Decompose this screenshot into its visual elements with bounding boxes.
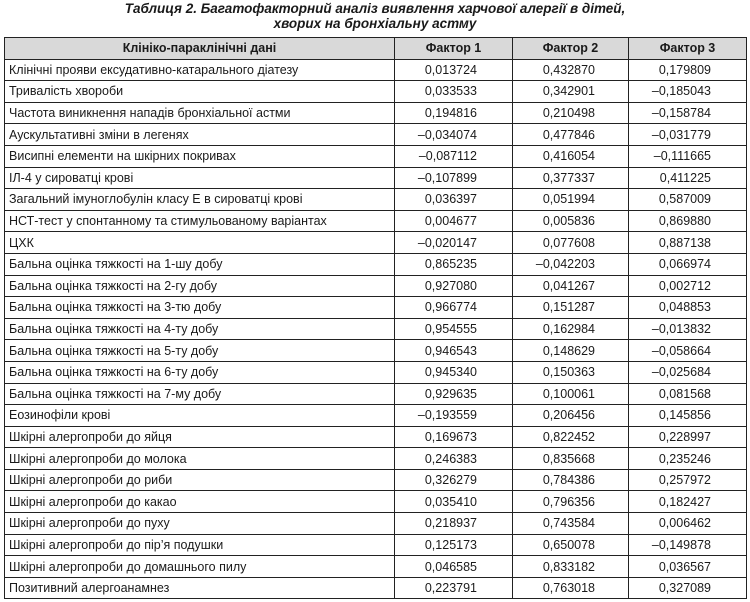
row-label: Шкірні алергопроби до пір’я подушки — [5, 534, 395, 556]
factor-value-text: 0,169673 — [424, 429, 477, 444]
factor-2-value — [513, 556, 629, 578]
factor-1-value — [395, 210, 513, 232]
factor-3-value — [629, 448, 747, 470]
factor-1-value — [395, 491, 513, 513]
factor-1-value — [395, 275, 513, 297]
table-row — [5, 405, 747, 427]
factor-1-value — [395, 469, 513, 491]
factor-3-value — [629, 534, 747, 556]
factor-3-value — [629, 556, 747, 578]
factor-value-text: –0,087112 — [418, 149, 477, 164]
factor-1-value — [395, 102, 513, 124]
table-row — [5, 577, 747, 599]
factor-value-text: –0,013832 — [651, 322, 711, 337]
factor-value-text: 0,145856 — [658, 408, 711, 423]
caption-line-2: хворих на бронхіальну астму — [273, 16, 477, 31]
factor-3-value — [629, 102, 747, 124]
table-row — [5, 59, 747, 81]
row-label: Еозинофіли крові — [5, 405, 395, 427]
table-row — [5, 232, 747, 254]
factor-value-text: 0,257972 — [658, 473, 711, 488]
table-row — [5, 145, 747, 167]
factor-2-value — [513, 340, 629, 362]
factor-1-value — [395, 189, 513, 211]
table-body — [5, 59, 747, 599]
factor-value-text: 0,235246 — [658, 451, 711, 466]
factor-3-value — [629, 253, 747, 275]
factor-value-text: –0,034074 — [417, 127, 477, 142]
table-row — [5, 426, 747, 448]
factor-2-value — [513, 145, 629, 167]
factor-value-text: 0,013724 — [424, 62, 477, 77]
factor-value-text: 0,151287 — [542, 300, 595, 315]
table-row — [5, 102, 747, 124]
factor-value-text: 0,210498 — [542, 106, 595, 121]
factor-value-text: 0,763018 — [542, 581, 595, 596]
row-label: ІЛ-4 у сироватці крові — [5, 167, 395, 189]
table-row — [5, 534, 747, 556]
factor-3-value — [629, 491, 747, 513]
factor-value-text: 0,477846 — [542, 127, 595, 142]
row-label: Бальна оцінка тяжкості на 7-му добу — [5, 383, 395, 405]
factor-value-text: 0,377337 — [542, 170, 595, 185]
factor-2-value — [513, 210, 629, 232]
factor-value-text: –0,025684 — [651, 365, 711, 380]
factor-value-text: 0,035410 — [424, 494, 477, 509]
factor-value-text: 0,179809 — [658, 62, 711, 77]
factor-value-text: 0,223791 — [424, 581, 477, 596]
table-row — [5, 297, 747, 319]
factor-2-value — [513, 232, 629, 254]
factor-2-value — [513, 275, 629, 297]
factor-1-value — [395, 297, 513, 319]
factor-value-text: 0,929635 — [424, 386, 477, 401]
factor-value-text: 0,066974 — [658, 257, 711, 272]
table-row — [5, 318, 747, 340]
factor-value-text: 0,945340 — [424, 365, 477, 380]
row-label: Шкірні алергопроби до молока — [5, 448, 395, 470]
factor-value-text: 0,148629 — [542, 343, 595, 358]
factor-value-text: 0,081568 — [658, 386, 711, 401]
factor-1-value — [395, 361, 513, 383]
factor-value-text: 0,650078 — [542, 537, 595, 552]
factor-value-text: 0,246383 — [424, 451, 477, 466]
factor-2-value — [513, 469, 629, 491]
factor-value-text: 0,033533 — [424, 84, 477, 99]
factor-value-text: 0,822452 — [542, 429, 595, 444]
factor-2-value — [513, 318, 629, 340]
factor-3-value — [629, 59, 747, 81]
factor-2-value — [513, 491, 629, 513]
table-row — [5, 491, 747, 513]
factor-3-value — [629, 383, 747, 405]
factor-value-text: 0,005836 — [542, 214, 595, 229]
factor-1-value — [395, 145, 513, 167]
factor-3-value — [629, 145, 747, 167]
factor-value-text: 0,927080 — [424, 278, 477, 293]
factor-2-value — [513, 297, 629, 319]
factor-value-text: 0,206456 — [542, 408, 595, 423]
factor-2-value — [513, 513, 629, 535]
row-label: Шкірні алергопроби до яйця — [5, 426, 395, 448]
factor-2-value — [513, 124, 629, 146]
factor-3-value — [629, 124, 747, 146]
factor-value-text: 0,150363 — [542, 365, 595, 380]
factor-3-value — [629, 297, 747, 319]
factor-value-text: –0,111665 — [653, 149, 711, 164]
factor-3-value — [629, 340, 747, 362]
factor-value-text: 0,077608 — [542, 235, 595, 250]
factor-value-text: 0,835668 — [542, 451, 595, 466]
factor-value-text: 0,125173 — [424, 537, 477, 552]
table-row — [5, 167, 747, 189]
table-caption — [0, 0, 750, 35]
factor-1-value — [395, 556, 513, 578]
factor-value-text: –0,058664 — [651, 343, 711, 358]
table-row — [5, 383, 747, 405]
factor-value-text: 0,182427 — [658, 494, 711, 509]
factor-value-text: 0,041267 — [542, 278, 595, 293]
table-row — [5, 189, 747, 211]
factor-value-text: –0,149878 — [651, 537, 711, 552]
table-row — [5, 361, 747, 383]
row-label: Бальна оцінка тяжкості на 6-ту добу — [5, 361, 395, 383]
row-label: Бальна оцінка тяжкості на 3-тю добу — [5, 297, 395, 319]
factor-2-value — [513, 167, 629, 189]
factor-value-text: –0,042203 — [535, 257, 595, 272]
row-label: ЦХК — [5, 232, 395, 254]
factor-1-value — [395, 340, 513, 362]
factor-value-text: –0,107899 — [417, 170, 477, 185]
factor-1-value — [395, 318, 513, 340]
factor-2-value — [513, 405, 629, 427]
factor-value-text: 0,954555 — [424, 322, 477, 337]
factor-2-value — [513, 383, 629, 405]
factor-value-text: –0,020147 — [417, 235, 477, 250]
factor-3-value — [629, 210, 747, 232]
row-label: Клінічні прояви ексудативно-катарального діатезу — [5, 59, 395, 81]
factor-2-value — [513, 81, 629, 103]
factor-3-value — [629, 361, 747, 383]
factor-1-value — [395, 232, 513, 254]
row-label: Висипні елементи на шкірних покривах — [5, 145, 395, 167]
table-row — [5, 448, 747, 470]
row-label: Частота виникнення нападів бронхіальної астми — [5, 102, 395, 124]
factor-value-text: 0,865235 — [424, 257, 477, 272]
factor-1-value — [395, 253, 513, 275]
factor-1-value — [395, 124, 513, 146]
factor-2-value — [513, 189, 629, 211]
table-row — [5, 513, 747, 535]
caption-line-1: Таблиця 2. Багатофакторний аналіз виявлення харчової алергії в дітей, — [124, 1, 626, 16]
factor-3-value — [629, 318, 747, 340]
factor-1-value — [395, 383, 513, 405]
factor-value-text: 0,218937 — [424, 516, 477, 531]
factor-value-text: 0,162984 — [542, 322, 595, 337]
factor-value-text: –0,193559 — [417, 408, 477, 423]
factor-value-text: 0,228997 — [658, 429, 711, 444]
factor-1-value — [395, 426, 513, 448]
factor-analysis-table — [4, 37, 747, 599]
factor-value-text: 0,048853 — [658, 300, 711, 315]
row-label: Бальна оцінка тяжкості на 2-гу добу — [5, 275, 395, 297]
factor-3-value — [629, 513, 747, 535]
factor-2-value — [513, 361, 629, 383]
factor-1-value — [395, 448, 513, 470]
factor-value-text: 0,432870 — [542, 62, 595, 77]
factor-value-text: 0,036397 — [424, 192, 477, 207]
factor-value-text: 0,966774 — [424, 300, 477, 315]
factor-value-text: 0,100061 — [542, 386, 595, 401]
header-parameter: Клініко-параклінічні дані — [5, 38, 395, 60]
table-row — [5, 253, 747, 275]
factor-value-text: 0,869880 — [658, 214, 711, 229]
table-row — [5, 124, 747, 146]
factor-value-text: 0,036567 — [658, 559, 711, 574]
factor-3-value — [629, 405, 747, 427]
factor-3-value — [629, 167, 747, 189]
factor-value-text: 0,887138 — [658, 235, 711, 250]
factor-value-text: 0,326279 — [424, 473, 477, 488]
factor-1-value — [395, 534, 513, 556]
row-label: Шкірні алергопроби до риби — [5, 469, 395, 491]
factor-2-value — [513, 102, 629, 124]
header-factor-3: Фактор 3 — [629, 38, 747, 60]
factor-value-text: 0,004677 — [424, 214, 477, 229]
factor-value-text: –0,158784 — [651, 106, 711, 121]
factor-value-text: 0,784386 — [542, 473, 595, 488]
table-row — [5, 210, 747, 232]
row-label: Позитивний алергоанамнез — [5, 577, 395, 599]
factor-2-value — [513, 253, 629, 275]
table-row — [5, 340, 747, 362]
factor-2-value — [513, 426, 629, 448]
factor-1-value — [395, 405, 513, 427]
factor-3-value — [629, 81, 747, 103]
factor-value-text: 0,743584 — [542, 516, 595, 531]
factor-value-text: 0,327089 — [658, 581, 711, 596]
factor-value-text: 0,051994 — [542, 192, 595, 207]
row-label: Бальна оцінка тяжкості на 1-шу добу — [5, 253, 395, 275]
row-label: Шкірні алергопроби до пуху — [5, 513, 395, 535]
factor-2-value — [513, 59, 629, 81]
table-row — [5, 81, 747, 103]
header-factor-1: Фактор 1 — [395, 38, 513, 60]
factor-1-value — [395, 59, 513, 81]
factor-3-value — [629, 469, 747, 491]
factor-value-text: 0,796356 — [542, 494, 595, 509]
row-label: Бальна оцінка тяжкості на 5-ту добу — [5, 340, 395, 362]
header-factor-2: Фактор 2 — [513, 38, 629, 60]
factor-3-value — [629, 189, 747, 211]
table-row — [5, 469, 747, 491]
factor-value-text: 0,006462 — [658, 516, 711, 531]
row-label: НСТ-тест у спонтанному та стимульованому варіантах — [5, 210, 395, 232]
table-row — [5, 556, 747, 578]
factor-value-text: 0,946543 — [424, 343, 477, 358]
factor-value-text: 0,416054 — [542, 149, 595, 164]
factor-3-value — [629, 426, 747, 448]
factor-value-text: 0,046585 — [424, 559, 477, 574]
row-label: Тривалість хвороби — [5, 81, 395, 103]
row-label: Бальна оцінка тяжкості на 4-ту добу — [5, 318, 395, 340]
factor-2-value — [513, 577, 629, 599]
row-label: Шкірні алергопроби до какао — [5, 491, 395, 513]
factor-1-value — [395, 577, 513, 599]
factor-value-text: –0,031779 — [651, 127, 711, 142]
factor-value-text: 0,342901 — [542, 84, 595, 99]
factor-value-text: 0,194816 — [424, 106, 477, 121]
factor-1-value — [395, 513, 513, 535]
factor-3-value — [629, 275, 747, 297]
factor-2-value — [513, 448, 629, 470]
factor-value-text: –0,185043 — [651, 84, 711, 99]
header-row — [5, 38, 747, 60]
factor-1-value — [395, 167, 513, 189]
factor-value-text: 0,587009 — [658, 192, 711, 207]
row-label: Загальний імуноглобулін класу Е в сироватці крові — [5, 189, 395, 211]
row-label: Аускультативні зміни в легенях — [5, 124, 395, 146]
factor-3-value — [629, 232, 747, 254]
table-row — [5, 275, 747, 297]
row-label: Шкірні алергопроби до домашнього пилу — [5, 556, 395, 578]
factor-value-text: 0,002712 — [658, 278, 711, 293]
factor-value-text: 0,411225 — [659, 170, 711, 185]
factor-3-value — [629, 577, 747, 599]
factor-2-value — [513, 534, 629, 556]
factor-1-value — [395, 81, 513, 103]
factor-value-text: 0,833182 — [542, 559, 595, 574]
